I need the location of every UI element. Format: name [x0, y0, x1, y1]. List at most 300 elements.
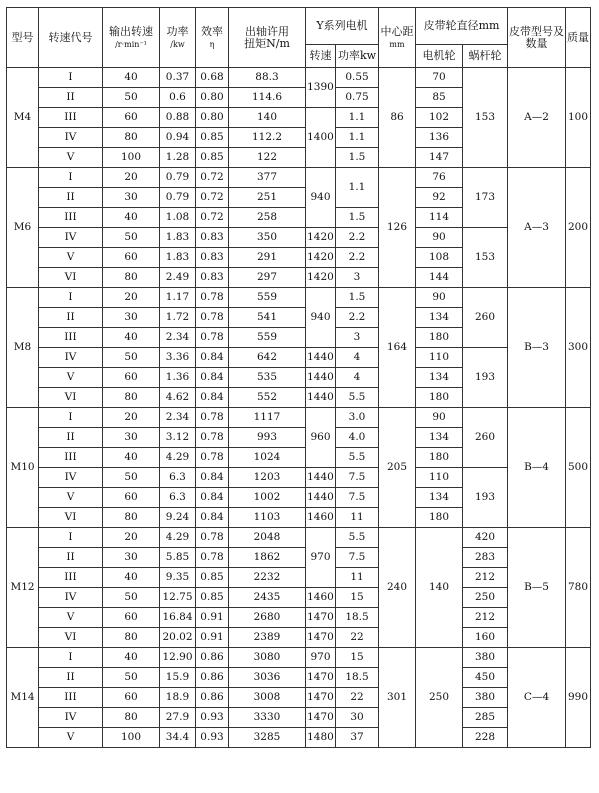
motor-pulley-cell: 110 [416, 468, 463, 488]
efficiency-cell: 0.84 [196, 468, 229, 488]
efficiency-cell: 0.78 [196, 448, 229, 468]
table-row [7, 688, 591, 708]
efficiency-cell: 0.85 [196, 568, 229, 588]
speed-code-cell: I [39, 408, 103, 428]
table-row [7, 348, 591, 368]
table-row [7, 728, 591, 748]
header-worm-pulley: 蜗杆轮 [463, 45, 508, 68]
motor-speed-cell: 970 [306, 528, 336, 588]
output-speed-cell: 30 [103, 188, 160, 208]
table-row [7, 548, 591, 568]
motor-speed-cell: 1420 [306, 248, 336, 268]
table-row [7, 468, 591, 488]
efficiency-cell: 0.86 [196, 648, 229, 668]
torque-cell: 552 [229, 388, 306, 408]
torque-cell: 114.6 [229, 88, 306, 108]
speed-code-cell: V [39, 608, 103, 628]
output-speed-cell: 80 [103, 508, 160, 528]
output-speed-cell: 60 [103, 608, 160, 628]
speed-code-cell: I [39, 528, 103, 548]
header-row [7, 8, 591, 45]
motor-pulley-cell: 180 [416, 388, 463, 408]
table-row [7, 668, 591, 688]
table-row [7, 708, 591, 728]
power-cell: 1.83 [160, 248, 196, 268]
motor-power-cell: 1.1 [336, 168, 379, 208]
motor-power-cell: 4.0 [336, 428, 379, 448]
speed-code-cell: IV [39, 348, 103, 368]
speed-code-cell: III [39, 208, 103, 228]
motor-power-cell: 30 [336, 708, 379, 728]
speed-code-cell: IV [39, 588, 103, 608]
motor-pulley-cell: 147 [416, 148, 463, 168]
torque-cell: 642 [229, 348, 306, 368]
output-speed-cell: 60 [103, 368, 160, 388]
power-cell: 9.35 [160, 568, 196, 588]
torque-cell: 291 [229, 248, 306, 268]
torque-cell: 297 [229, 268, 306, 288]
header-motor-speed: 转速 [306, 45, 336, 68]
motor-pulley-cell: 90 [416, 228, 463, 248]
power-cell: 1.36 [160, 368, 196, 388]
efficiency-cell: 0.80 [196, 108, 229, 128]
motor-power-cell: 37 [336, 728, 379, 748]
torque-cell: 122 [229, 148, 306, 168]
motor-power-cell: 3 [336, 268, 379, 288]
output-speed-cell: 30 [103, 548, 160, 568]
worm-pulley-cell: 212 [463, 608, 508, 628]
model-cell: M12 [7, 528, 39, 648]
output-speed-cell: 50 [103, 468, 160, 488]
output-speed-cell: 40 [103, 648, 160, 668]
power-cell: 6.3 [160, 468, 196, 488]
efficiency-cell: 0.78 [196, 308, 229, 328]
belt-type-cell: B—5 [508, 528, 566, 648]
output-speed-cell: 100 [103, 148, 160, 168]
power-cell: 18.9 [160, 688, 196, 708]
output-speed-cell: 40 [103, 568, 160, 588]
output-speed-cell: 50 [103, 88, 160, 108]
motor-pulley-cell: 114 [416, 208, 463, 228]
table-row [7, 408, 591, 428]
speed-code-cell: I [39, 648, 103, 668]
torque-cell: 350 [229, 228, 306, 248]
header-model: 型号 [7, 8, 39, 68]
table-row [7, 568, 591, 588]
motor-speed-cell: 1470 [306, 708, 336, 728]
header-speed-code: 转速代号 [39, 8, 103, 68]
power-cell: 4.62 [160, 388, 196, 408]
worm-pulley-cell: 153 [463, 68, 508, 168]
output-speed-cell: 30 [103, 428, 160, 448]
power-cell: 2.34 [160, 408, 196, 428]
power-cell: 0.79 [160, 188, 196, 208]
motor-power-cell: 4 [336, 348, 379, 368]
motor-speed-cell: 1460 [306, 508, 336, 528]
motor-speed-cell: 1470 [306, 608, 336, 628]
power-cell: 1.83 [160, 228, 196, 248]
torque-cell: 559 [229, 288, 306, 308]
efficiency-cell: 0.72 [196, 168, 229, 188]
speed-code-cell: V [39, 148, 103, 168]
speed-code-cell: IV [39, 468, 103, 488]
center-distance-cell: 205 [379, 408, 416, 528]
worm-pulley-cell: 193 [463, 468, 508, 528]
torque-cell: 2048 [229, 528, 306, 548]
belt-type-cell: B—4 [508, 408, 566, 528]
motor-speed-cell: 1480 [306, 728, 336, 748]
speed-code-cell: II [39, 308, 103, 328]
header-motor-power: 功率kw [336, 45, 379, 68]
output-speed-cell: 60 [103, 248, 160, 268]
efficiency-cell: 0.83 [196, 248, 229, 268]
motor-pulley-cell: 250 [416, 648, 463, 748]
power-cell: 0.94 [160, 128, 196, 148]
power-cell: 0.37 [160, 68, 196, 88]
motor-power-cell: 15 [336, 588, 379, 608]
torque-cell: 377 [229, 168, 306, 188]
model-cell: M14 [7, 648, 39, 748]
motor-power-cell: 0.55 [336, 68, 379, 88]
speed-code-cell: VI [39, 268, 103, 288]
worm-pulley-cell: 260 [463, 288, 508, 348]
mass-cell: 780 [566, 528, 591, 648]
motor-power-cell: 11 [336, 568, 379, 588]
output-speed-cell: 80 [103, 708, 160, 728]
motor-speed-cell: 970 [306, 648, 336, 668]
speed-code-cell: II [39, 548, 103, 568]
efficiency-cell: 0.83 [196, 268, 229, 288]
efficiency-cell: 0.91 [196, 608, 229, 628]
speed-code-cell: III [39, 688, 103, 708]
efficiency-cell: 0.91 [196, 628, 229, 648]
output-speed-cell: 40 [103, 68, 160, 88]
torque-cell: 2389 [229, 628, 306, 648]
output-speed-cell: 20 [103, 528, 160, 548]
motor-pulley-cell: 144 [416, 268, 463, 288]
motor-speed-cell: 1440 [306, 388, 336, 408]
torque-cell: 3036 [229, 668, 306, 688]
torque-cell: 251 [229, 188, 306, 208]
header-mass: 质量 [566, 8, 591, 68]
efficiency-cell: 0.84 [196, 488, 229, 508]
table-row [7, 168, 591, 188]
torque-cell: 3008 [229, 688, 306, 708]
output-speed-cell: 20 [103, 168, 160, 188]
output-speed-cell: 80 [103, 128, 160, 148]
motor-pulley-cell: 180 [416, 328, 463, 348]
power-cell: 0.88 [160, 108, 196, 128]
motor-power-cell: 5.5 [336, 528, 379, 548]
motor-power-cell: 7.5 [336, 548, 379, 568]
motor-pulley-cell: 76 [416, 168, 463, 188]
motor-speed-cell: 1420 [306, 268, 336, 288]
motor-pulley-cell: 136 [416, 128, 463, 148]
motor-power-cell: 3 [336, 328, 379, 348]
worm-pulley-cell: 228 [463, 728, 508, 748]
motor-power-cell: 22 [336, 688, 379, 708]
torque-cell: 541 [229, 308, 306, 328]
motor-pulley-cell: 90 [416, 288, 463, 308]
model-cell: M8 [7, 288, 39, 408]
speed-code-cell: II [39, 88, 103, 108]
mass-cell: 990 [566, 648, 591, 748]
speed-code-cell: V [39, 368, 103, 388]
motor-power-cell: 7.5 [336, 488, 379, 508]
table-row [7, 228, 591, 248]
output-speed-cell: 50 [103, 228, 160, 248]
power-cell: 2.34 [160, 328, 196, 348]
belt-type-cell: A—3 [508, 168, 566, 288]
motor-pulley-cell: 134 [416, 368, 463, 388]
worm-pulley-cell: 193 [463, 348, 508, 408]
motor-power-cell: 1.5 [336, 208, 379, 228]
motor-power-cell: 5.5 [336, 388, 379, 408]
worm-pulley-cell: 212 [463, 568, 508, 588]
motor-power-cell: 18.5 [336, 608, 379, 628]
efficiency-cell: 0.80 [196, 88, 229, 108]
speed-code-cell: IV [39, 128, 103, 148]
torque-cell: 3285 [229, 728, 306, 748]
torque-cell: 1862 [229, 548, 306, 568]
output-speed-cell: 40 [103, 328, 160, 348]
header-efficiency: 效率 η [196, 8, 229, 68]
efficiency-cell: 0.78 [196, 548, 229, 568]
worm-pulley-cell: 173 [463, 168, 508, 228]
speed-code-cell: IV [39, 228, 103, 248]
power-cell: 12.90 [160, 648, 196, 668]
mass-cell: 200 [566, 168, 591, 288]
speed-code-cell: V [39, 728, 103, 748]
power-cell: 0.6 [160, 88, 196, 108]
motor-power-cell: 18.5 [336, 668, 379, 688]
motor-speed-cell: 1440 [306, 468, 336, 488]
motor-speed-cell: 1460 [306, 588, 336, 608]
motor-speed-cell: 1470 [306, 628, 336, 648]
motor-speed-cell: 1470 [306, 668, 336, 688]
torque-cell: 2680 [229, 608, 306, 628]
efficiency-cell: 0.85 [196, 588, 229, 608]
speed-code-cell: II [39, 668, 103, 688]
table-row [7, 608, 591, 628]
power-cell: 1.28 [160, 148, 196, 168]
motor-pulley-cell: 92 [416, 188, 463, 208]
motor-power-cell: 7.5 [336, 468, 379, 488]
output-speed-cell: 60 [103, 108, 160, 128]
output-speed-cell: 30 [103, 308, 160, 328]
worm-pulley-cell: 153 [463, 228, 508, 288]
power-cell: 4.29 [160, 528, 196, 548]
motor-power-cell: 3.0 [336, 408, 379, 428]
speed-code-cell: III [39, 568, 103, 588]
efficiency-cell: 0.84 [196, 368, 229, 388]
power-cell: 16.84 [160, 608, 196, 628]
output-speed-cell: 50 [103, 348, 160, 368]
motor-pulley-cell: 102 [416, 108, 463, 128]
motor-speed-cell: 1470 [306, 688, 336, 708]
power-cell: 9.24 [160, 508, 196, 528]
motor-speed-cell: 940 [306, 288, 336, 348]
mass-cell: 500 [566, 408, 591, 528]
motor-pulley-cell: 70 [416, 68, 463, 88]
header-motor: Y系列电机 [306, 8, 379, 45]
motor-power-cell: 1.5 [336, 288, 379, 308]
motor-pulley-cell: 134 [416, 488, 463, 508]
worm-pulley-cell: 283 [463, 548, 508, 568]
speed-code-cell: I [39, 168, 103, 188]
speed-code-cell: III [39, 328, 103, 348]
torque-cell: 559 [229, 328, 306, 348]
motor-power-cell: 1.1 [336, 128, 379, 148]
efficiency-cell: 0.86 [196, 668, 229, 688]
power-cell: 15.9 [160, 668, 196, 688]
power-cell: 4.29 [160, 448, 196, 468]
motor-speed-cell: 1390 [306, 68, 336, 108]
motor-speed-cell: 1440 [306, 348, 336, 368]
model-cell: M4 [7, 68, 39, 168]
belt-type-cell: A—2 [508, 68, 566, 168]
motor-pulley-cell: 180 [416, 508, 463, 528]
center-distance-cell: 240 [379, 528, 416, 648]
output-speed-cell: 40 [103, 208, 160, 228]
worm-pulley-cell: 380 [463, 648, 508, 668]
worm-pulley-cell: 380 [463, 688, 508, 708]
efficiency-cell: 0.84 [196, 348, 229, 368]
mass-cell: 300 [566, 288, 591, 408]
output-speed-cell: 60 [103, 488, 160, 508]
model-cell: M10 [7, 408, 39, 528]
table-body [7, 8, 591, 748]
power-cell: 1.72 [160, 308, 196, 328]
speed-code-cell: IV [39, 708, 103, 728]
worm-pulley-cell: 285 [463, 708, 508, 728]
model-cell: M6 [7, 168, 39, 288]
efficiency-cell: 0.68 [196, 68, 229, 88]
output-speed-cell: 80 [103, 388, 160, 408]
efficiency-cell: 0.93 [196, 728, 229, 748]
efficiency-cell: 0.78 [196, 288, 229, 308]
worm-pulley-cell: 250 [463, 588, 508, 608]
efficiency-cell: 0.78 [196, 528, 229, 548]
torque-cell: 1103 [229, 508, 306, 528]
speed-code-cell: VI [39, 508, 103, 528]
power-cell: 3.12 [160, 428, 196, 448]
output-speed-cell: 80 [103, 268, 160, 288]
motor-power-cell: 22 [336, 628, 379, 648]
output-speed-cell: 40 [103, 448, 160, 468]
motor-pulley-cell: 90 [416, 408, 463, 428]
table-row [7, 528, 591, 548]
speed-code-cell: II [39, 428, 103, 448]
motor-speed-cell: 1440 [306, 368, 336, 388]
output-speed-cell: 50 [103, 588, 160, 608]
header-output-speed: 输出转速 /r·min⁻¹ [103, 8, 160, 68]
center-distance-cell: 126 [379, 168, 416, 288]
motor-power-cell: 5.5 [336, 448, 379, 468]
efficiency-cell: 0.86 [196, 688, 229, 708]
efficiency-cell: 0.72 [196, 188, 229, 208]
motor-power-cell: 4 [336, 368, 379, 388]
speed-code-cell: V [39, 488, 103, 508]
efficiency-cell: 0.85 [196, 148, 229, 168]
center-distance-cell: 164 [379, 288, 416, 408]
motor-power-cell: 2.2 [336, 228, 379, 248]
motor-power-cell: 2.2 [336, 308, 379, 328]
center-distance-cell: 86 [379, 68, 416, 168]
output-speed-cell: 50 [103, 668, 160, 688]
output-speed-cell: 80 [103, 628, 160, 648]
motor-power-cell: 15 [336, 648, 379, 668]
efficiency-cell: 0.85 [196, 128, 229, 148]
worm-pulley-cell: 450 [463, 668, 508, 688]
torque-cell: 258 [229, 208, 306, 228]
efficiency-cell: 0.84 [196, 508, 229, 528]
motor-pulley-cell: 134 [416, 428, 463, 448]
motor-power-cell: 0.75 [336, 88, 379, 108]
header-pulley-diameter: 皮带轮直径mm [416, 8, 508, 45]
speed-code-cell: V [39, 248, 103, 268]
power-cell: 27.9 [160, 708, 196, 728]
efficiency-cell: 0.78 [196, 328, 229, 348]
motor-speed-cell: 940 [306, 168, 336, 228]
motor-speed-cell: 1440 [306, 488, 336, 508]
power-cell: 1.17 [160, 288, 196, 308]
specification-table [6, 7, 591, 748]
torque-cell: 1024 [229, 448, 306, 468]
output-speed-cell: 20 [103, 408, 160, 428]
efficiency-cell: 0.93 [196, 708, 229, 728]
belt-type-cell: C—4 [508, 648, 566, 748]
torque-cell: 88.3 [229, 68, 306, 88]
torque-cell: 140 [229, 108, 306, 128]
speed-code-cell: III [39, 108, 103, 128]
power-cell: 1.08 [160, 208, 196, 228]
torque-cell: 3080 [229, 648, 306, 668]
header-belt-type: 皮带型号及数量 [508, 8, 566, 68]
motor-pulley-cell: 85 [416, 88, 463, 108]
motor-power-cell: 1.1 [336, 108, 379, 128]
output-speed-cell: 60 [103, 688, 160, 708]
speed-code-cell: I [39, 68, 103, 88]
power-cell: 6.3 [160, 488, 196, 508]
power-cell: 2.49 [160, 268, 196, 288]
power-cell: 5.85 [160, 548, 196, 568]
center-distance-cell: 301 [379, 648, 416, 748]
torque-cell: 2232 [229, 568, 306, 588]
motor-speed-cell: 1420 [306, 228, 336, 248]
speed-code-cell: II [39, 188, 103, 208]
motor-pulley-cell: 134 [416, 308, 463, 328]
header-motor-pulley: 电机轮 [416, 45, 463, 68]
motor-pulley-cell: 108 [416, 248, 463, 268]
efficiency-cell: 0.78 [196, 428, 229, 448]
mass-cell: 100 [566, 68, 591, 168]
torque-cell: 1203 [229, 468, 306, 488]
header-center-distance: 中心距 mm [379, 8, 416, 68]
table-row [7, 648, 591, 668]
table-row [7, 288, 591, 308]
speed-code-cell: I [39, 288, 103, 308]
power-cell: 34.4 [160, 728, 196, 748]
worm-pulley-cell: 160 [463, 628, 508, 648]
torque-cell: 993 [229, 428, 306, 448]
efficiency-cell: 0.72 [196, 208, 229, 228]
motor-pulley-cell: 180 [416, 448, 463, 468]
motor-power-cell: 11 [336, 508, 379, 528]
motor-pulley-cell: 140 [416, 528, 463, 648]
motor-speed-cell: 960 [306, 408, 336, 468]
motor-speed-cell: 1400 [306, 108, 336, 168]
